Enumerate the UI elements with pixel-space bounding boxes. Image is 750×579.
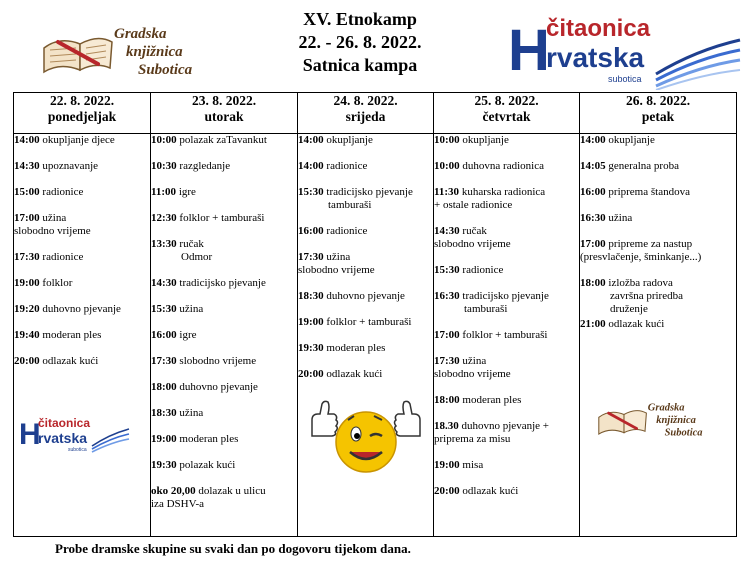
- schedule-entry: [151, 277, 297, 290]
- entry-time: 11:00: [151, 186, 177, 198]
- day-date: 25. 8. 2022.: [474, 93, 539, 108]
- entry-text: okupljanje djece: [42, 134, 115, 146]
- entry-text-line-2: slobodno vrijeme: [298, 264, 375, 276]
- entry-time: 15:30: [434, 264, 460, 276]
- day-header-4: [434, 93, 580, 134]
- day-body-row: [14, 134, 737, 537]
- entry-time: 17:30: [434, 355, 460, 367]
- mini-logo-line-1: Gradska: [647, 402, 685, 414]
- footer-note: Probe dramske skupine su svaki dan po dogovoru tijekom dana.: [55, 541, 411, 556]
- schedule-entry: [298, 342, 433, 355]
- citaonica-logo-letter: H: [508, 18, 550, 83]
- entry-text: folklor + tamburaši: [326, 316, 412, 328]
- entry-text: pripreme za nastup: [608, 238, 693, 250]
- entry-text: folklor + tamburaši: [462, 329, 548, 341]
- entry-time: 19:20: [14, 303, 40, 315]
- schedule-entry: [151, 160, 297, 173]
- schedule-entry: [434, 420, 579, 446]
- entry-text-line-2: slobodno vrijeme: [14, 225, 91, 237]
- schedule-entry: [580, 186, 736, 199]
- entry-text: dolazak u ulicu: [198, 485, 266, 497]
- schedule-entry: [151, 459, 297, 472]
- entry-time: 17:30: [14, 251, 40, 263]
- schedule-entry: [151, 303, 297, 316]
- entry-text: užina: [179, 407, 204, 419]
- entry-text: užina: [326, 251, 351, 263]
- entry-time: 17:00: [14, 212, 40, 224]
- entry-text: moderan ples: [42, 329, 102, 341]
- day-column-4: [434, 134, 580, 537]
- thumbs-up-smiley-icon: [308, 396, 424, 476]
- open-book-icon: [599, 411, 647, 434]
- entry-time: 14:30: [151, 277, 177, 289]
- entry-time: 16:30: [580, 212, 606, 224]
- entry-text: upoznavanje: [42, 160, 99, 172]
- schedule-entry: [298, 186, 433, 212]
- entry-time: 14:00: [298, 160, 324, 172]
- schedule-entry: [14, 329, 150, 342]
- entry-text-line-2: završna priredba: [610, 290, 683, 302]
- mini-logo-line-1: čitaonica: [38, 416, 91, 430]
- schedule-entry: [151, 381, 297, 394]
- entry-text: duhovno pjevanje: [179, 381, 258, 393]
- day-date: 22. 8. 2022.: [49, 93, 115, 108]
- entry-time: 18.30: [434, 420, 459, 432]
- entry-text: ručak: [462, 225, 487, 237]
- entry-text: odlazak kući: [462, 485, 519, 497]
- entry-time: 19:40: [14, 329, 40, 341]
- schedule-entry: [580, 318, 736, 331]
- day-name: ponedjeljak: [47, 109, 117, 124]
- entry-time: 16:00: [151, 329, 177, 341]
- entry-text: okupljanje: [462, 134, 509, 146]
- schedule-entry: [434, 329, 579, 342]
- entry-text-line-3: druženje: [610, 303, 648, 315]
- entry-text: duhovno pjevanje: [326, 290, 405, 302]
- mini-logo-letter: H: [19, 418, 41, 451]
- entry-time: 19:00: [298, 316, 324, 328]
- entry-text: odlazak kući: [42, 355, 99, 367]
- entry-time: 17:30: [298, 251, 324, 263]
- library-logo: [40, 18, 220, 80]
- entry-time: 10:30: [151, 160, 177, 172]
- entry-text: užina: [462, 355, 487, 367]
- entry-text: igre: [179, 329, 197, 341]
- schedule-entry: [151, 134, 297, 147]
- schedule-entry: [298, 134, 433, 147]
- entry-text: priprema štandova: [608, 186, 690, 198]
- title-line-2: 22. - 26. 8. 2022.: [298, 32, 422, 52]
- citaonica-logo-line-1: čitaonica: [546, 15, 651, 42]
- schedule-entry: [151, 355, 297, 368]
- schedule-entry: [151, 329, 297, 342]
- day-name: utorak: [204, 109, 244, 124]
- entry-text: užina: [179, 303, 204, 315]
- entry-text: razgledanje: [179, 160, 231, 172]
- entry-text: folklor + tamburaši: [179, 212, 265, 224]
- entry-time: 10:00: [151, 134, 177, 146]
- entry-time: 19:30: [298, 342, 324, 354]
- entry-time: 14:00: [580, 134, 606, 146]
- schedule-entry: [434, 186, 579, 212]
- entry-time: 21:00: [580, 318, 606, 330]
- entry-text: radionice: [462, 264, 504, 276]
- day-header-2: [151, 93, 298, 134]
- schedule-entry: [298, 225, 433, 238]
- entry-time: 19:00: [434, 459, 460, 471]
- entry-time: 20:00: [298, 368, 324, 380]
- title-line-1: XV. Etnokamp: [303, 9, 417, 29]
- entry-text: radionice: [326, 225, 368, 237]
- entry-time: 14:05: [580, 160, 606, 172]
- document-title: [260, 8, 460, 77]
- entry-text: igre: [178, 186, 196, 198]
- schedule-entry: [434, 264, 579, 277]
- entry-time: 19:00: [14, 277, 40, 289]
- open-book-icon: [44, 38, 112, 72]
- entry-text-line-2: priprema za misu: [434, 433, 511, 445]
- entry-text: okupljanje: [326, 134, 373, 146]
- entry-text: misa: [462, 459, 484, 471]
- schedule-entry: [151, 433, 297, 446]
- library-logo-line-3: Subotica: [138, 62, 193, 78]
- schedule-entry: [434, 355, 579, 381]
- citaonica-logo-line-2: rvatska: [546, 42, 645, 73]
- citaonica-logo: [506, 10, 742, 90]
- schedule-entry: [151, 485, 297, 511]
- entry-time: 15:00: [14, 186, 40, 198]
- schedule-entry: [580, 160, 736, 173]
- day-name: srijeda: [345, 109, 386, 124]
- mini-logo-line-2: rvatska: [38, 430, 88, 446]
- entry-time: 15:30: [298, 186, 324, 198]
- schedule-entry: [434, 134, 579, 147]
- schedule-entry: [434, 225, 579, 251]
- schedule-entry: [14, 134, 150, 147]
- entry-time: 11:30: [434, 186, 460, 198]
- day-name: četvrtak: [482, 109, 531, 124]
- schedule-entry: [151, 186, 297, 199]
- entry-time: 10:00: [434, 134, 460, 146]
- schedule-entry: [434, 290, 579, 316]
- entry-text: tradicijsko pjevanje: [462, 290, 549, 302]
- day-date: 24. 8. 2022.: [333, 93, 398, 108]
- mini-logo-line-3: Subotica: [664, 427, 703, 439]
- entry-text: radionice: [326, 160, 368, 172]
- entry-text: odlazak kući: [326, 368, 383, 380]
- entry-time: 14:30: [14, 160, 40, 172]
- entry-text: moderan ples: [179, 433, 239, 445]
- schedule-entry: [14, 277, 150, 290]
- library-mini-logo: [596, 396, 722, 440]
- entry-time: 17:00: [580, 238, 606, 250]
- entry-text: odlazak kući: [608, 318, 665, 330]
- day-header-row: [14, 93, 737, 134]
- entry-text: tradicijsko pjevanje: [326, 186, 413, 198]
- day-column-1: [14, 134, 151, 537]
- schedule-table: [13, 92, 737, 537]
- title-line-3: Satnica kampa: [302, 55, 418, 75]
- day-date: 23. 8. 2022.: [191, 93, 257, 108]
- schedule-entry: [298, 251, 433, 277]
- entry-text: tradicijsko pjevanje: [179, 277, 266, 289]
- entry-text: generalna proba: [608, 160, 679, 172]
- entry-time: oko 20,00: [151, 485, 196, 497]
- schedule-entry: [298, 316, 433, 329]
- schedule-entry: [151, 212, 297, 225]
- entry-time: 16:00: [298, 225, 324, 237]
- entry-time: 15:30: [151, 303, 177, 315]
- schedule-entry: [434, 160, 579, 173]
- entry-text: duhovna radionica: [462, 160, 544, 172]
- entry-text-line-2: slobodno vrijeme: [434, 238, 511, 250]
- entry-text: moderan ples: [326, 342, 386, 354]
- schedule-entry: [580, 134, 736, 147]
- schedule-entry: [14, 186, 150, 199]
- entry-text: polazak zaTavankut: [179, 134, 267, 146]
- entry-text: užina: [608, 212, 633, 224]
- entry-text: duhovno pjevanje +: [461, 420, 549, 432]
- schedule-entry: [14, 303, 150, 316]
- entry-text-line-2: Odmor: [181, 251, 213, 263]
- citaonica-mini-logo: [18, 414, 130, 454]
- day-date: 26. 8. 2022.: [625, 93, 691, 108]
- schedule-entry: [14, 355, 150, 368]
- entry-time: 18:00: [151, 381, 177, 393]
- library-logo-line-2: knjižnica: [126, 44, 183, 60]
- entry-text: slobodno vrijeme: [179, 355, 257, 367]
- entry-text: folklor: [42, 277, 73, 289]
- schedule-entry: [14, 212, 150, 238]
- schedule-entry: [298, 160, 433, 173]
- entry-text-line-2: slobodno vrijeme: [434, 368, 511, 380]
- entry-text: duhovno pjevanje: [42, 303, 121, 315]
- mini-logo-sub: subotica: [68, 447, 87, 453]
- entry-time: 14:00: [14, 134, 40, 146]
- entry-time: 16:30: [434, 290, 460, 302]
- entry-text: užina: [42, 212, 67, 224]
- schedule-entry: [580, 277, 736, 316]
- entry-time: 18:00: [580, 277, 606, 289]
- entry-time: 14:30: [434, 225, 460, 237]
- schedule-entry: [434, 394, 579, 407]
- day-column-2: [151, 134, 298, 537]
- entry-time: 18:30: [298, 290, 324, 302]
- entry-text: radionice: [42, 186, 84, 198]
- entry-text: ručak: [179, 238, 204, 250]
- entry-text-line-2: tamburaši: [328, 199, 372, 211]
- day-column-3: [298, 134, 434, 537]
- entry-time: 18:30: [151, 407, 177, 419]
- library-logo-line-1: Gradska: [114, 26, 167, 42]
- schedule-entry: [14, 251, 150, 264]
- entry-text: okupljanje: [608, 134, 655, 146]
- entry-text-line-2: (presvlačenje, šminkanje...): [580, 251, 702, 263]
- schedule-entry: [151, 407, 297, 420]
- entry-text-line-2: + ostale radionice: [434, 199, 513, 211]
- entry-time: 17:30: [151, 355, 177, 367]
- entry-time: 18:00: [434, 394, 460, 406]
- day-name: petak: [641, 109, 675, 124]
- day-header-3: [298, 93, 434, 134]
- entry-text: radionice: [42, 251, 84, 263]
- day-header-1: [14, 93, 151, 134]
- entry-time: 10:00: [434, 160, 460, 172]
- schedule-entry: [580, 238, 736, 264]
- schedule-entry: [298, 368, 433, 381]
- entry-time: 13:30: [151, 238, 177, 250]
- entry-time: 16:00: [580, 186, 606, 198]
- entry-text: izložba radova: [608, 277, 673, 289]
- schedule-entry: [580, 212, 736, 225]
- entry-time: 19:30: [151, 459, 177, 471]
- schedule-entry: [151, 238, 297, 264]
- entry-text-line-2: tamburaši: [464, 303, 508, 315]
- entry-time: 20:00: [14, 355, 40, 367]
- entry-text: polazak kući: [179, 459, 236, 471]
- entry-text: moderan ples: [462, 394, 522, 406]
- schedule-entry: [298, 290, 433, 303]
- entry-time: 12:30: [151, 212, 177, 224]
- wave-stripes-icon: [656, 40, 740, 90]
- entry-time: 17:00: [434, 329, 460, 341]
- entry-text-line-2: iza DSHV-a: [151, 498, 205, 510]
- entry-time: 20:00: [434, 485, 460, 497]
- schedule-entry: [14, 160, 150, 173]
- day-column-5: [580, 134, 737, 537]
- wave-stripes-icon: [92, 429, 129, 452]
- mini-logo-line-2: knjižnica: [656, 414, 696, 426]
- citaonica-logo-sub: subotica: [608, 74, 642, 84]
- day-header-5: [580, 93, 737, 134]
- entry-time: 19:00: [151, 433, 177, 445]
- schedule-entry: [434, 459, 579, 472]
- entry-text: kuharska radionica: [461, 186, 546, 198]
- entry-time: 14:00: [298, 134, 324, 146]
- schedule-entry: [434, 485, 579, 498]
